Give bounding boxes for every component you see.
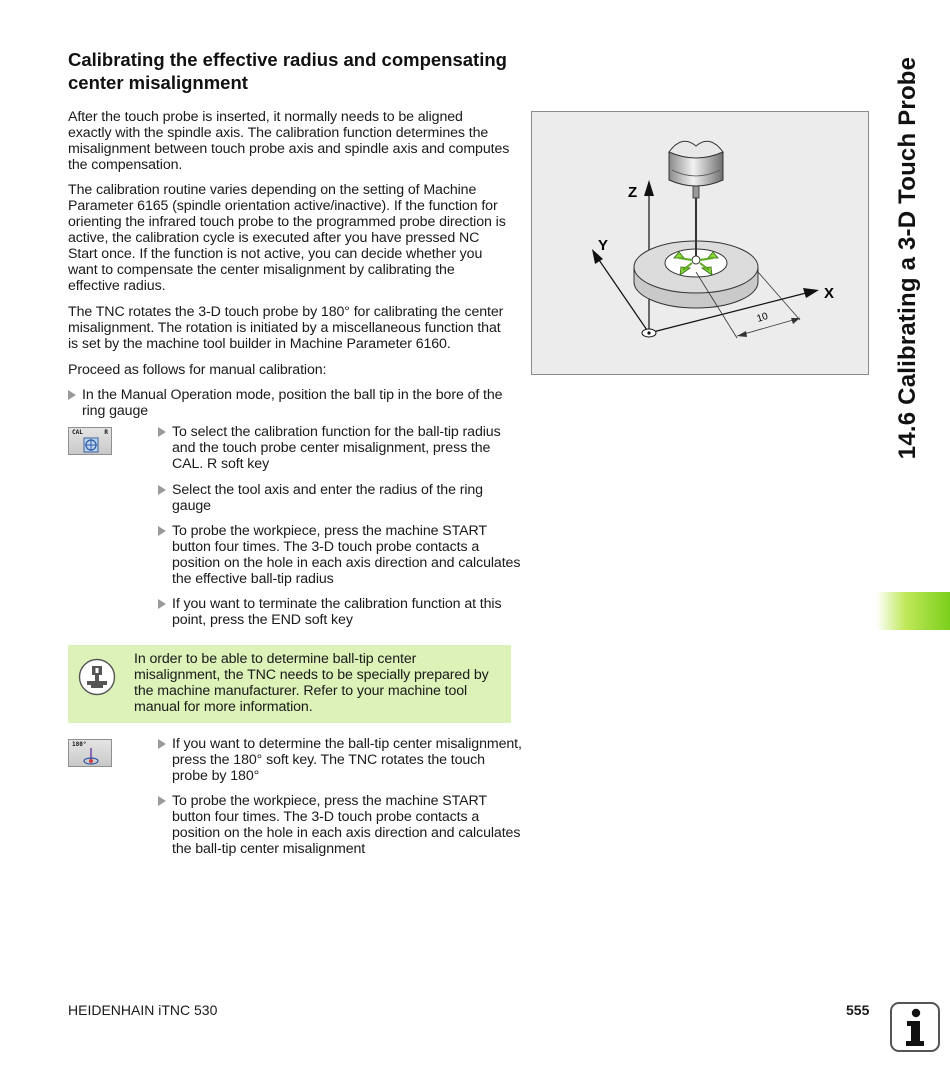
list-item (158, 523, 522, 587)
probe-rotate-icon (82, 747, 100, 766)
z-axis-label: Z (628, 184, 638, 201)
note-text: In order to be able to determine ball-tip center misalignment, the TNC needs to be specially prepared by the machine manufacturer. Refer to your machine tool manual for more information. (134, 651, 489, 715)
page-number: 555 (846, 1002, 870, 1018)
softkey-label: 180° (72, 741, 87, 748)
dimension-label: 10 (755, 310, 770, 325)
y-axis-label: Y (598, 237, 609, 254)
note-box (68, 645, 511, 723)
calibration-figure (531, 111, 869, 375)
cal-r-softkey[interactable] (68, 427, 112, 455)
triangle-right-icon (68, 390, 76, 400)
info-button[interactable] (890, 1002, 940, 1052)
step-text: If you want to terminate the calibration function at this point, press the END soft key (172, 596, 502, 628)
triangle-right-icon (158, 739, 166, 749)
rotate-180-softkey[interactable] (68, 739, 112, 767)
x-axis-label: X (824, 285, 835, 302)
step-text: To select the calibration function for the ball-tip radius and the touch probe center misalignment, press the CAL. R soft key (172, 424, 501, 472)
triangle-right-icon (158, 526, 166, 536)
list-item (68, 387, 510, 419)
ring-gauge-diagram (532, 112, 868, 374)
machine-icon (78, 658, 116, 696)
info-icon (892, 1004, 938, 1050)
triangle-right-icon (158, 796, 166, 806)
step-text: If you want to determine the ball-tip center misalignment, press the 180° soft key. The TNC rotates the touch probe by 180° (172, 736, 522, 784)
list-item (158, 736, 522, 784)
softkey-label-left: CAL (72, 429, 83, 436)
step-text: To probe the workpiece, press the machine START button four times. The 3-D touch probe contacts a position on the hole in each axis direction and calculates the effective ball-tip radius (172, 523, 521, 587)
triangle-right-icon (158, 427, 166, 437)
list-item (158, 596, 524, 628)
paragraph-routine: The calibration routine varies depending on the setting of Machine Parameter 6165 (spindle orientation active/inactive). If the function for orienting the infrared touch probe to the programmed probe direction is active, the calibration cycle is executed after you have pressed NC Start once. If the function is not active, you can decide whether you want to compensate the center misalignment by calibrating the effective radius. (68, 182, 506, 294)
triangle-right-icon (158, 599, 166, 609)
step-text: Select the tool axis and enter the radius of the ring gauge (172, 482, 483, 514)
step-text: To probe the workpiece, press the machine START button four times. The 3-D touch probe contacts a position on the hole in each axis direction and calculates the ball-tip center misalignment (172, 793, 521, 857)
list-item (158, 793, 522, 857)
chapter-tab (876, 592, 950, 630)
paragraph-rotation: The TNC rotates the 3-D touch probe by 180° for calibrating the center misalignment. The rotation is initiated by a miscellaneous function that is set by the machine tool builder in Machine Parameter 6160. (68, 304, 504, 352)
triangle-right-icon (158, 485, 166, 495)
step-text: In the Manual Operation mode, position the ball tip in the bore of the ring gauge (82, 387, 503, 419)
paragraph-intro: After the touch probe is inserted, it normally needs to be aligned exactly with the spindle axis. The calibration function determines the misalignment between touch probe axis and spindle axis and computes the compensation. (68, 109, 510, 173)
paragraph-proceed: Proceed as follows for manual calibration: (68, 362, 327, 378)
list-item (158, 482, 522, 514)
chapter-side-title: 14.6 Calibrating a 3-D Touch Probe (894, 56, 921, 460)
page-title: Calibrating the effective radius and compensating center misalignment (68, 49, 507, 93)
softkey-label-right: R (104, 429, 108, 436)
footer-product: HEIDENHAIN iTNC 530 (68, 1002, 218, 1018)
crosshair-icon (83, 437, 99, 453)
list-item (158, 424, 522, 472)
